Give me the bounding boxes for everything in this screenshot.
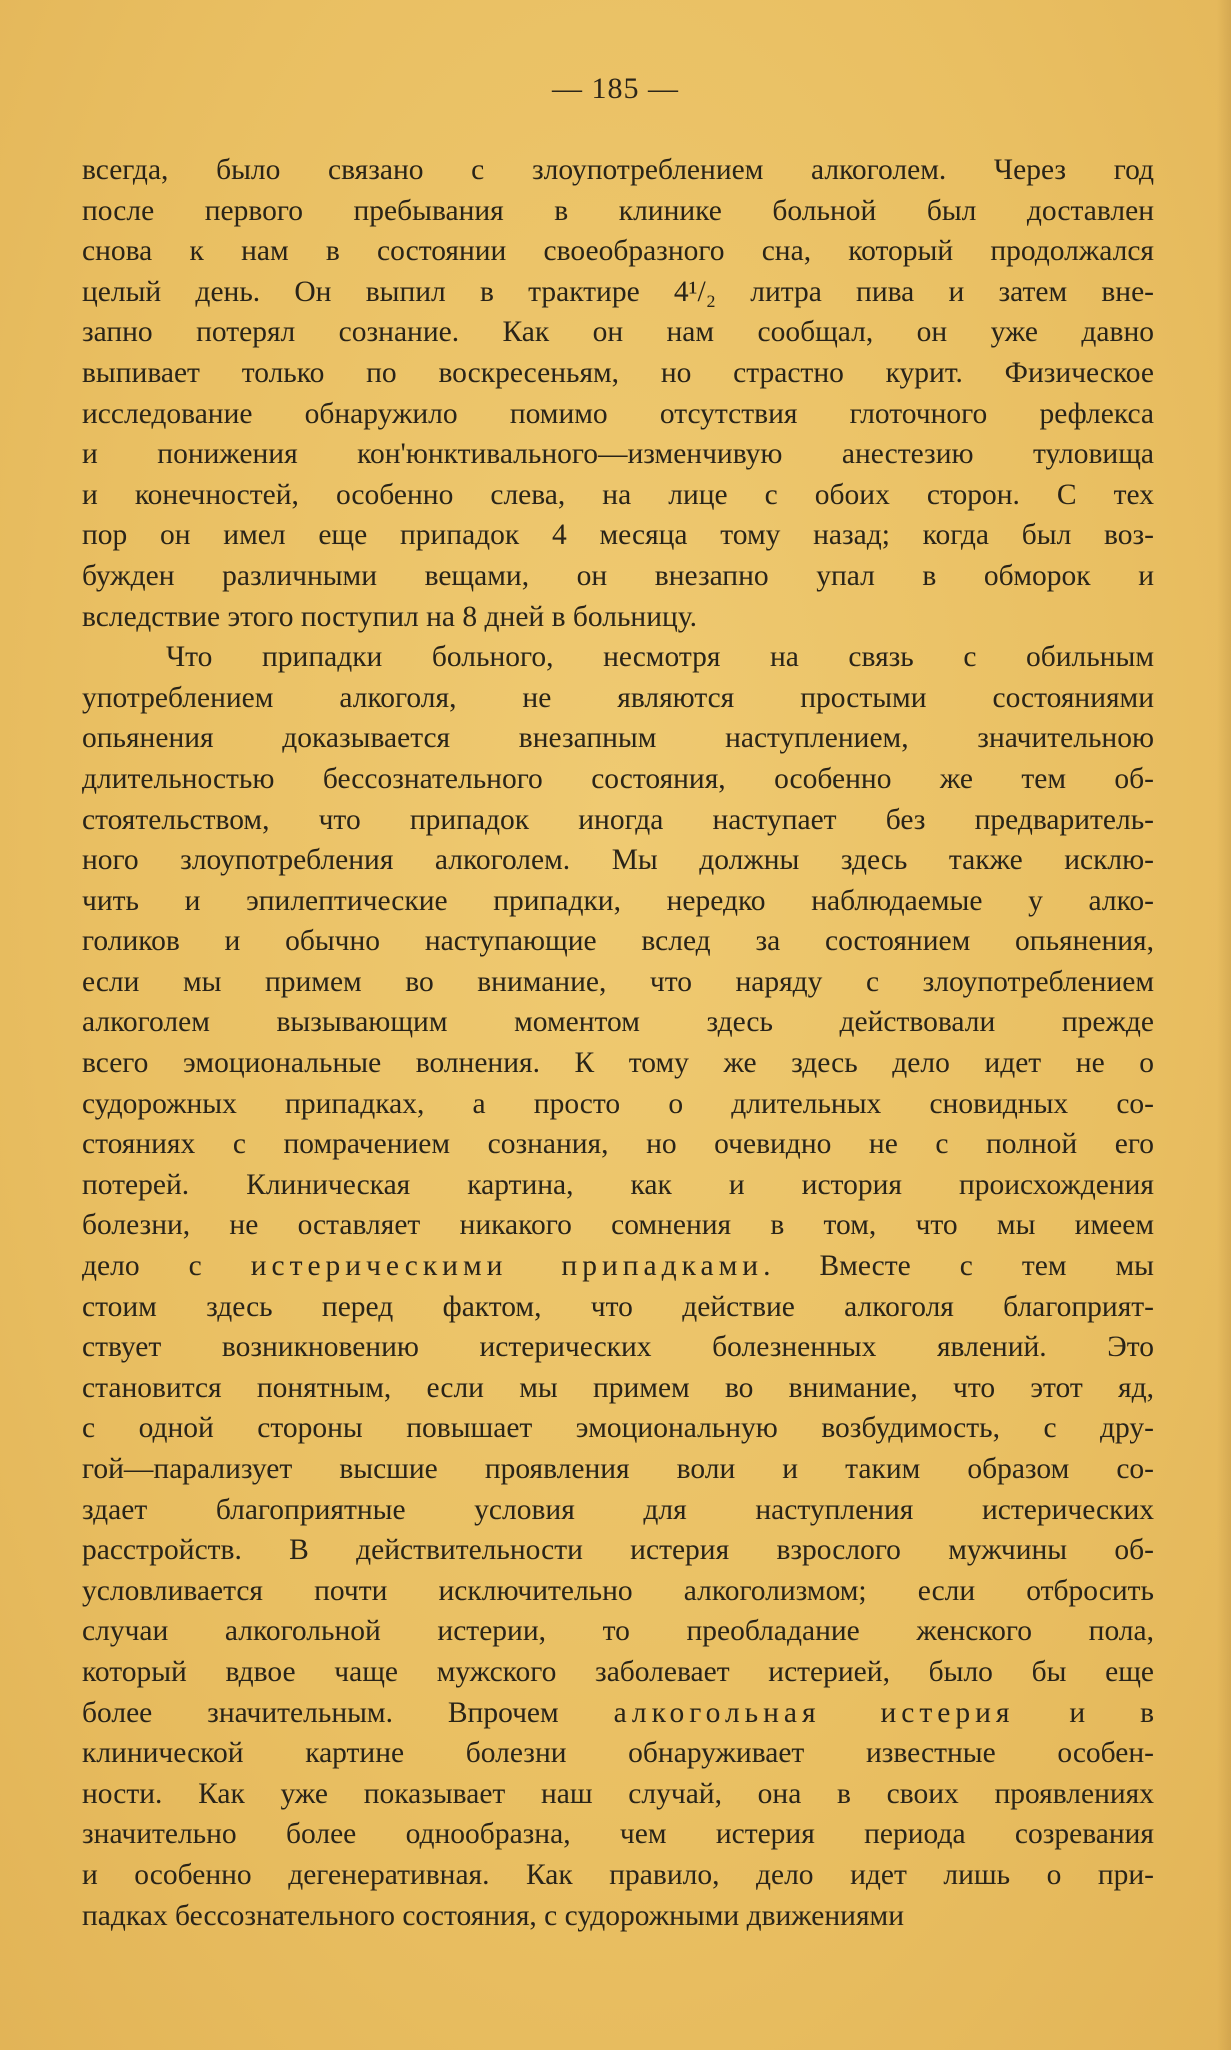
text-line: судорожных припадках, а просто о длительных сновидных со- xyxy=(82,1087,1154,1120)
text-line: становится понятным, если мы примем во внимание, что этот яд, xyxy=(82,1371,1154,1404)
paragraph-2 xyxy=(82,637,1154,1936)
text-segment: . Вместе с тем мы xyxy=(763,1250,1154,1283)
text-line: Что припадки больного, несмотря на связь с обильным xyxy=(166,641,1154,674)
text-line: значительно более однообразна, чем истерия периода созревания xyxy=(82,1818,1154,1851)
text-line: болезни, не оставляет никакого сомнения в том, что мы имеем xyxy=(82,1209,1154,1242)
text-segment: и в xyxy=(1014,1696,1154,1729)
text-line: целый день. Он выпил в трактире 4¹/₂ литра пива и затем вне- xyxy=(82,275,1154,308)
text-line: стоим здесь перед фактом, что действие алкоголя благоприят- xyxy=(82,1290,1154,1323)
text-line: клинической картине болезни обнаруживает известные особен- xyxy=(82,1737,1154,1770)
text-line: условливается почти исключительно алкоголизмом; если отбросить xyxy=(82,1574,1154,1607)
emphasized-spaced-text: истерическими припадками xyxy=(250,1250,764,1283)
text-line: голиков и обычно наступающие вслед за состоянием опьянения, xyxy=(82,925,1154,958)
text-line xyxy=(82,1693,1154,1734)
page-number: — 185 — xyxy=(552,72,679,105)
text-line: с одной стороны повышает эмоциональную возбудимость, с дру- xyxy=(82,1412,1154,1445)
text-line: случаи алкогольной истерии, то преобладание женского пола, xyxy=(82,1615,1154,1648)
body-text xyxy=(82,150,1154,1936)
text-line: стояниях с помрачением сознания, но очевидно не с полной его xyxy=(82,1128,1154,1161)
text-line: если мы примем во внимание, что наряду с злоупотреблением xyxy=(82,965,1154,998)
text-line: после первого пребывания в клинике больной был доставлен xyxy=(82,194,1154,227)
text-line: расстройств. В действительности истерия взрослого мужчины об- xyxy=(82,1534,1154,1567)
text-line: падках бессознательного состояния, с судорожными движениями xyxy=(82,1899,904,1932)
text-line: бужден различными вещами, он внезапно упал в обморок и xyxy=(82,559,1154,592)
text-line: снова к нам в состоянии своеобразного сна, который продолжался xyxy=(82,235,1154,268)
text-line: вследствие этого поступил на 8 дней в больницу. xyxy=(82,600,697,633)
text-line: гой—парализует высшие проявления воли и таким образом со- xyxy=(82,1453,1154,1485)
text-line: запно потерял сознание. Как он нам сообщал, он уже давно xyxy=(82,316,1154,349)
text-line: выпивает только по воскресеньям, но страстно курит. Физическое xyxy=(82,356,1154,389)
text-line: и конечностей, особенно слева, на лице с обоих сторон. С тех xyxy=(82,478,1154,511)
text-line: пор он имел еще припадок 4 месяца тому назад; когда был воз- xyxy=(82,519,1154,552)
text-line: и понижения кон'юнктивального—изменчивую анестезию туловища xyxy=(82,438,1154,471)
text-line: здает благоприятные условия для наступления истерических xyxy=(82,1493,1154,1526)
text-line xyxy=(82,1246,1154,1287)
text-line: потерей. Клиническая картина, как и история происхождения xyxy=(82,1168,1154,1201)
text-line: длительностью бессознательного состояния, особенно же тем об- xyxy=(82,762,1154,795)
text-line: алкоголем вызывающим моментом здесь действовали прежде xyxy=(82,1006,1154,1039)
text-line: и особенно дегенеративная. Как правило, дело идет лишь о при- xyxy=(82,1858,1154,1891)
paragraph-1 xyxy=(82,150,1154,637)
text-line: стоятельством, что припадок иногда наступает без предваритель- xyxy=(82,803,1154,836)
text-segment: дело с xyxy=(82,1250,251,1283)
text-line: употреблением алкоголя, не являются простыми состояниями xyxy=(82,681,1154,714)
text-line: ствует возникновению истерических болезненных явлений. Это xyxy=(82,1331,1154,1364)
text-line: всегда, было связано с злоупотреблением алкоголем. Через год xyxy=(82,154,1154,186)
text-line: исследование обнаружило помимо отсутствия глоточного рефлекса xyxy=(82,397,1154,430)
emphasized-spaced-text: алкогольная истерия xyxy=(613,1696,1015,1729)
text-line: ности. Как уже показывает наш случай, она в своих проявлениях xyxy=(82,1777,1154,1810)
text-line: опьянения доказывается внезапным наступлением, значительною xyxy=(82,722,1154,755)
text-line: чить и эпилептические припадки, нередко наблюдаемые у алко- xyxy=(82,884,1154,917)
text-segment: более значительным. Впрочем xyxy=(82,1696,614,1729)
text-line: ного злоупотребления алкоголем. Мы должны здесь также исклю- xyxy=(82,844,1154,877)
text-line: который вдвое чаще мужского заболевает истерией, было бы еще xyxy=(82,1655,1154,1688)
text-line: всего эмоциональные волнения. К тому же здесь дело идет не о xyxy=(82,1047,1154,1080)
page-edge-shadow xyxy=(1217,0,1231,2050)
